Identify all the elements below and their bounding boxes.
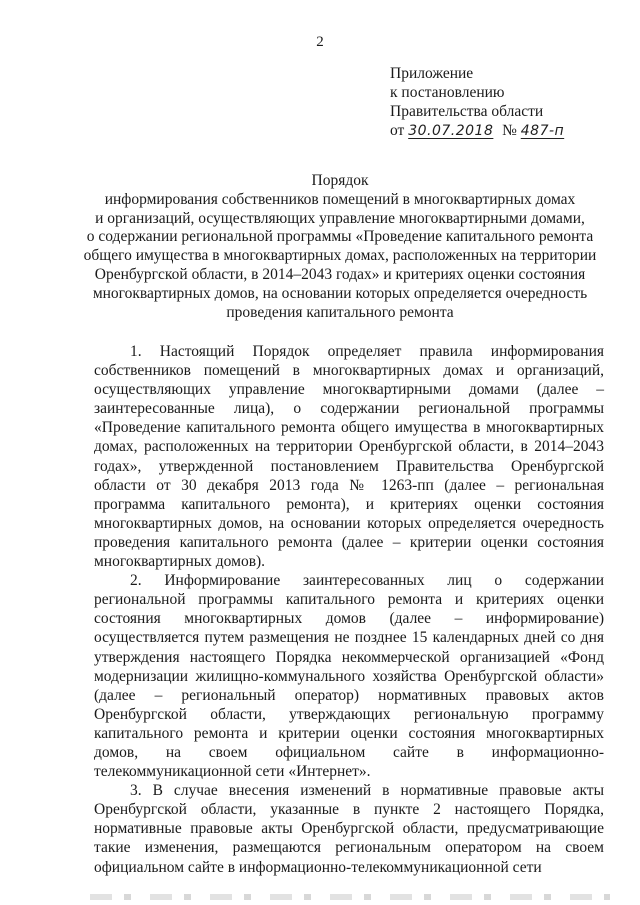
title-line: многоквартирных домов, на основании которых определяется очередность <box>92 284 588 302</box>
title-line: общего имущества в многоквартирных домах, расположенных на территории <box>83 247 597 265</box>
appendix-date-number-line <box>390 121 571 141</box>
page-number: 2 <box>316 34 324 50</box>
appendix-title: Приложение <box>390 65 474 82</box>
title-line: информирования собственников помещений в многоквартирных домах <box>104 190 576 208</box>
paragraph-1: 1. Настоящий Порядок определяет правила информирования собственников помещений в многоквартирных домах и организаций, осуществляющих управление многоквартирными домами (далее – заинтересованные лица), о содержании региональной программы «Проведение капитального ремонта общего имущества в многоквартирных домах, расположенных на территории Оренбургской области, в 2014–2043 годах», утвержденной постановлением Правительства Оренбургской области от 30 декабря 2013 года № 1263-пп (далее – региональная программа капитального ремонта), и критериях оценки состояния многоквартирных домов, на основании которых определяется очередность проведения капитального ремонта (далее – критерии оценки состояния многоквартирных домов). <box>94 343 604 571</box>
appendix-government-line: Правительства области <box>390 103 544 120</box>
paragraph-3: 3. В случае внесения изменений в нормативные правовые акты Оренбургской области, указанные в пункте 2 настоящего Порядка, нормативные правовые акты Оренбургской области, предусматривающие такие изменения, размещаются региональным оператором на своем официальном сайте в информационно-телекоммуникационной сети <box>94 782 604 876</box>
handwritten-number: 487-п <box>520 123 565 139</box>
cut-off-next-line <box>90 894 610 900</box>
number-prefix: № <box>502 122 517 139</box>
title-line: о содержании региональной программы «Проведение капитального ремонта <box>86 228 594 246</box>
document-body <box>94 342 604 877</box>
title-line: и организаций, осуществляющих управление многоквартирными домами, <box>95 209 585 227</box>
title-line: Оренбургской области, в 2014–2043 годах» и критериях оценки состояния <box>94 265 586 283</box>
document-title <box>60 172 620 322</box>
title-line: Порядок <box>311 172 369 189</box>
handwritten-date: 30.07.2018 <box>408 123 494 139</box>
title-line: проведения капитального ремонта <box>226 303 454 321</box>
appendix-header <box>390 64 571 141</box>
date-prefix: от <box>390 122 405 139</box>
paragraph-2: 2. Информирование заинтересованных лиц о содержании региональной программы капитального ремонта и критериях оценки состояния многоквартирных домов (далее – информирование) осуществляется путем размещения не позднее 15 календарных дней со дня утверждения настоящего Порядка некоммерческой организацией «Фонд модернизации жилищно-коммунального хозяйства Оренбургской области» (далее – региональный оператор) нормативных правовых актов Оренбургской области, утверждающих региональную программу капитального ремонта и критерии оценки состояния многоквартирных домов, на своем официальном сайте в информационно-телекоммуникационной сети «Интернет». <box>94 572 604 781</box>
appendix-resolution-line: к постановлению <box>390 84 505 101</box>
